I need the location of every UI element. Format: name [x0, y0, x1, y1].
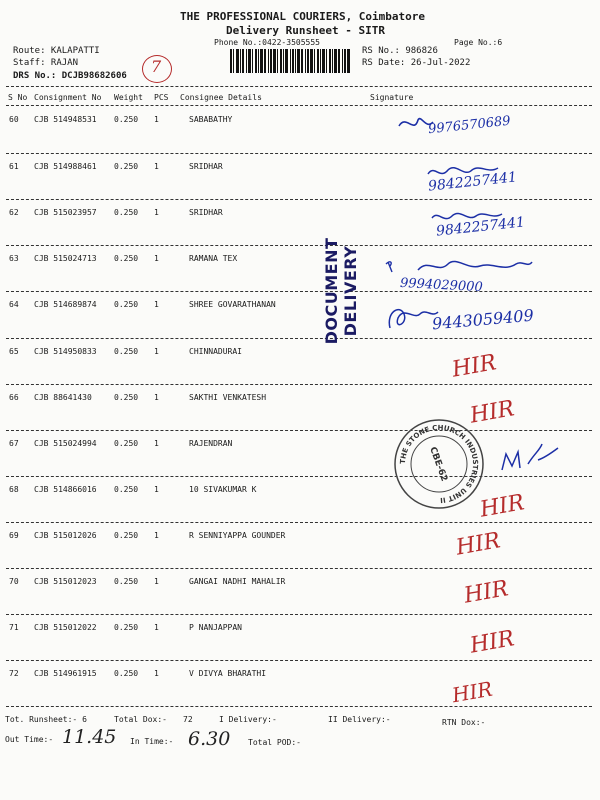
signature-scribble-63: [384, 252, 534, 278]
consignment-no: CJB 515023957: [34, 208, 97, 217]
pcs: 1: [154, 115, 159, 124]
consignment-no: CJB 515012023: [34, 577, 97, 586]
pcs: 1: [154, 347, 159, 356]
total-dox-label: Total Dox:-: [114, 715, 167, 724]
tot-runsheet: Tot. Runsheet:- 6: [5, 715, 87, 724]
sno: 69: [9, 531, 19, 540]
rtn-dox: RTN Dox:-: [442, 718, 486, 727]
consignee: CHINNADURAI: [189, 347, 242, 356]
consignee: V DIVYA BHARATHI: [189, 669, 267, 678]
col-consignment: Consignment No: [34, 93, 102, 102]
weight: 0.250: [114, 623, 139, 632]
divider: [6, 153, 592, 154]
consignee: SABABATHY: [189, 115, 233, 124]
circled-mark-digit: 7: [151, 57, 162, 76]
signature-phone-60: 9976570689: [427, 113, 512, 138]
out-time-value: 11.45: [62, 726, 117, 748]
sno: 71: [9, 623, 19, 632]
weight: 0.250: [114, 531, 139, 540]
weight: 0.250: [114, 485, 139, 494]
pcs: 1: [154, 162, 159, 171]
consignee: SHREE GOVARATHANAN: [189, 300, 276, 309]
runsheet-title: Delivery Runsheet - SITR: [226, 24, 385, 37]
divider: [6, 430, 592, 431]
consignment-no: CJB 515012022: [34, 623, 97, 632]
i-delivery: I Delivery:-: [219, 715, 277, 724]
hir-mark-71: HIR: [468, 626, 517, 659]
divider: [6, 522, 592, 523]
consignee: SAKTHI VENKATESH: [189, 393, 267, 402]
consignment-no: CJB 515012026: [34, 531, 97, 540]
pcs: 1: [154, 485, 159, 494]
divider: [6, 338, 592, 339]
divider: [6, 660, 592, 661]
hir-mark-66: HIR: [468, 396, 517, 429]
sno: 62: [9, 208, 19, 217]
weight: 0.250: [114, 208, 139, 217]
consignment-no: CJB 515024994: [34, 439, 97, 448]
weight: 0.250: [114, 162, 139, 171]
col-consignee: Consignee Details: [180, 93, 262, 102]
col-sno: S No: [8, 93, 28, 102]
consignee: RAMANA TEX: [189, 254, 238, 263]
sno: 70: [9, 577, 19, 586]
sno: 66: [9, 393, 19, 402]
sno: 61: [9, 162, 19, 171]
total-pod: Total POD:-: [248, 738, 301, 747]
pcs: 1: [154, 439, 159, 448]
consignment-no: CJB 515024713: [34, 254, 97, 263]
page-number: Page No.:6: [454, 38, 503, 47]
pcs: 1: [154, 531, 159, 540]
seal-center: CBE-62: [427, 445, 449, 483]
pcs: 1: [154, 208, 159, 217]
divider: [6, 476, 592, 477]
consignment-no: CJB 514961915: [34, 669, 97, 678]
rs-number: RS No.: 986826: [362, 46, 438, 56]
consignment-no: CJB 514866016: [34, 485, 97, 494]
signature-scribble-67: [498, 440, 562, 476]
pcs: 1: [154, 254, 159, 263]
weight: 0.250: [114, 577, 139, 586]
col-weight: Weight: [114, 93, 143, 102]
staff-label: Staff: RAJAN: [13, 58, 79, 68]
divider: [6, 291, 592, 292]
hir-mark-65: HIR: [450, 350, 499, 383]
weight: 0.250: [114, 254, 139, 263]
divider: [6, 384, 592, 385]
total-dox-value: 72: [183, 715, 193, 724]
sno: 72: [9, 669, 19, 678]
divider: [6, 199, 592, 200]
pcs: 1: [154, 393, 159, 402]
consignment-no: CJB 514689874: [34, 300, 97, 309]
signature-phone-61: 9842257441: [427, 169, 518, 195]
seal-text: THE STONE CHURCH INDUSTRIES UNIT II: [398, 423, 480, 504]
col-signature: Signature: [370, 93, 414, 102]
phone-number: Phone No.:0422-3505555: [214, 38, 320, 47]
consignment-no: CJB 88641430: [34, 393, 92, 402]
divider: [6, 614, 592, 615]
company-seal: [393, 418, 485, 510]
consignment-no: CJB 514950833: [34, 347, 97, 356]
signature-phone-63: 9994029000: [399, 275, 484, 296]
hir-mark-72: HIR: [450, 676, 495, 708]
weight: 0.250: [114, 300, 139, 309]
sno: 68: [9, 485, 19, 494]
hir-mark-68: HIR: [478, 490, 527, 523]
consignee: SRIDHAR: [189, 162, 223, 171]
consignment-no: CJB 514948531: [34, 115, 97, 124]
consignee: P NANJAPPAN: [189, 623, 242, 632]
barcode: [230, 49, 350, 73]
consignee: GANGAI NADHI MAHALIR: [189, 577, 286, 586]
divider: [6, 568, 592, 569]
hir-mark-70: HIR: [462, 576, 511, 609]
signature-phone-62: 9842257441: [435, 214, 526, 240]
hir-mark-69: HIR: [454, 528, 503, 561]
document-delivery-stamp: DOCUMENT DELIVERY: [322, 237, 360, 345]
signature-phone-64: 9443059409: [431, 305, 535, 334]
weight: 0.250: [114, 115, 139, 124]
consignment-no: CJB 514988461: [34, 162, 97, 171]
company-name: THE PROFESSIONAL COURIERS, Coimbatore: [180, 10, 426, 23]
sno: 65: [9, 347, 19, 356]
weight: 0.250: [114, 669, 139, 678]
route-label: Route: KALAPATTI: [13, 46, 100, 56]
ii-delivery: II Delivery:-: [328, 715, 391, 724]
pcs: 1: [154, 669, 159, 678]
rs-date: RS Date: 26-Jul-2022: [362, 58, 471, 68]
in-time-value: 6.30: [188, 728, 231, 750]
sno: 60: [9, 115, 19, 124]
pcs: 1: [154, 577, 159, 586]
divider: [6, 706, 592, 707]
sno: 63: [9, 254, 19, 263]
drs-number: DRS No.: DCJB98682606: [13, 71, 127, 81]
divider: [6, 245, 592, 246]
pcs: 1: [154, 300, 159, 309]
out-time-label: Out Time:-: [5, 735, 54, 744]
consignee: 10 SIVAKUMAR K: [189, 485, 257, 494]
divider: [6, 105, 592, 106]
weight: 0.250: [114, 347, 139, 356]
in-time-label: In Time:-: [130, 737, 174, 746]
consignee: R SENNIYAPPA GOUNDER: [189, 531, 286, 540]
pcs: 1: [154, 623, 159, 632]
sno: 64: [9, 300, 19, 309]
weight: 0.250: [114, 393, 139, 402]
consignee: RAJENDRAN: [189, 439, 233, 448]
divider: [6, 86, 592, 87]
consignee: SRIDHAR: [189, 208, 223, 217]
col-pcs: PCS: [154, 93, 169, 102]
weight: 0.250: [114, 439, 139, 448]
sno: 67: [9, 439, 19, 448]
